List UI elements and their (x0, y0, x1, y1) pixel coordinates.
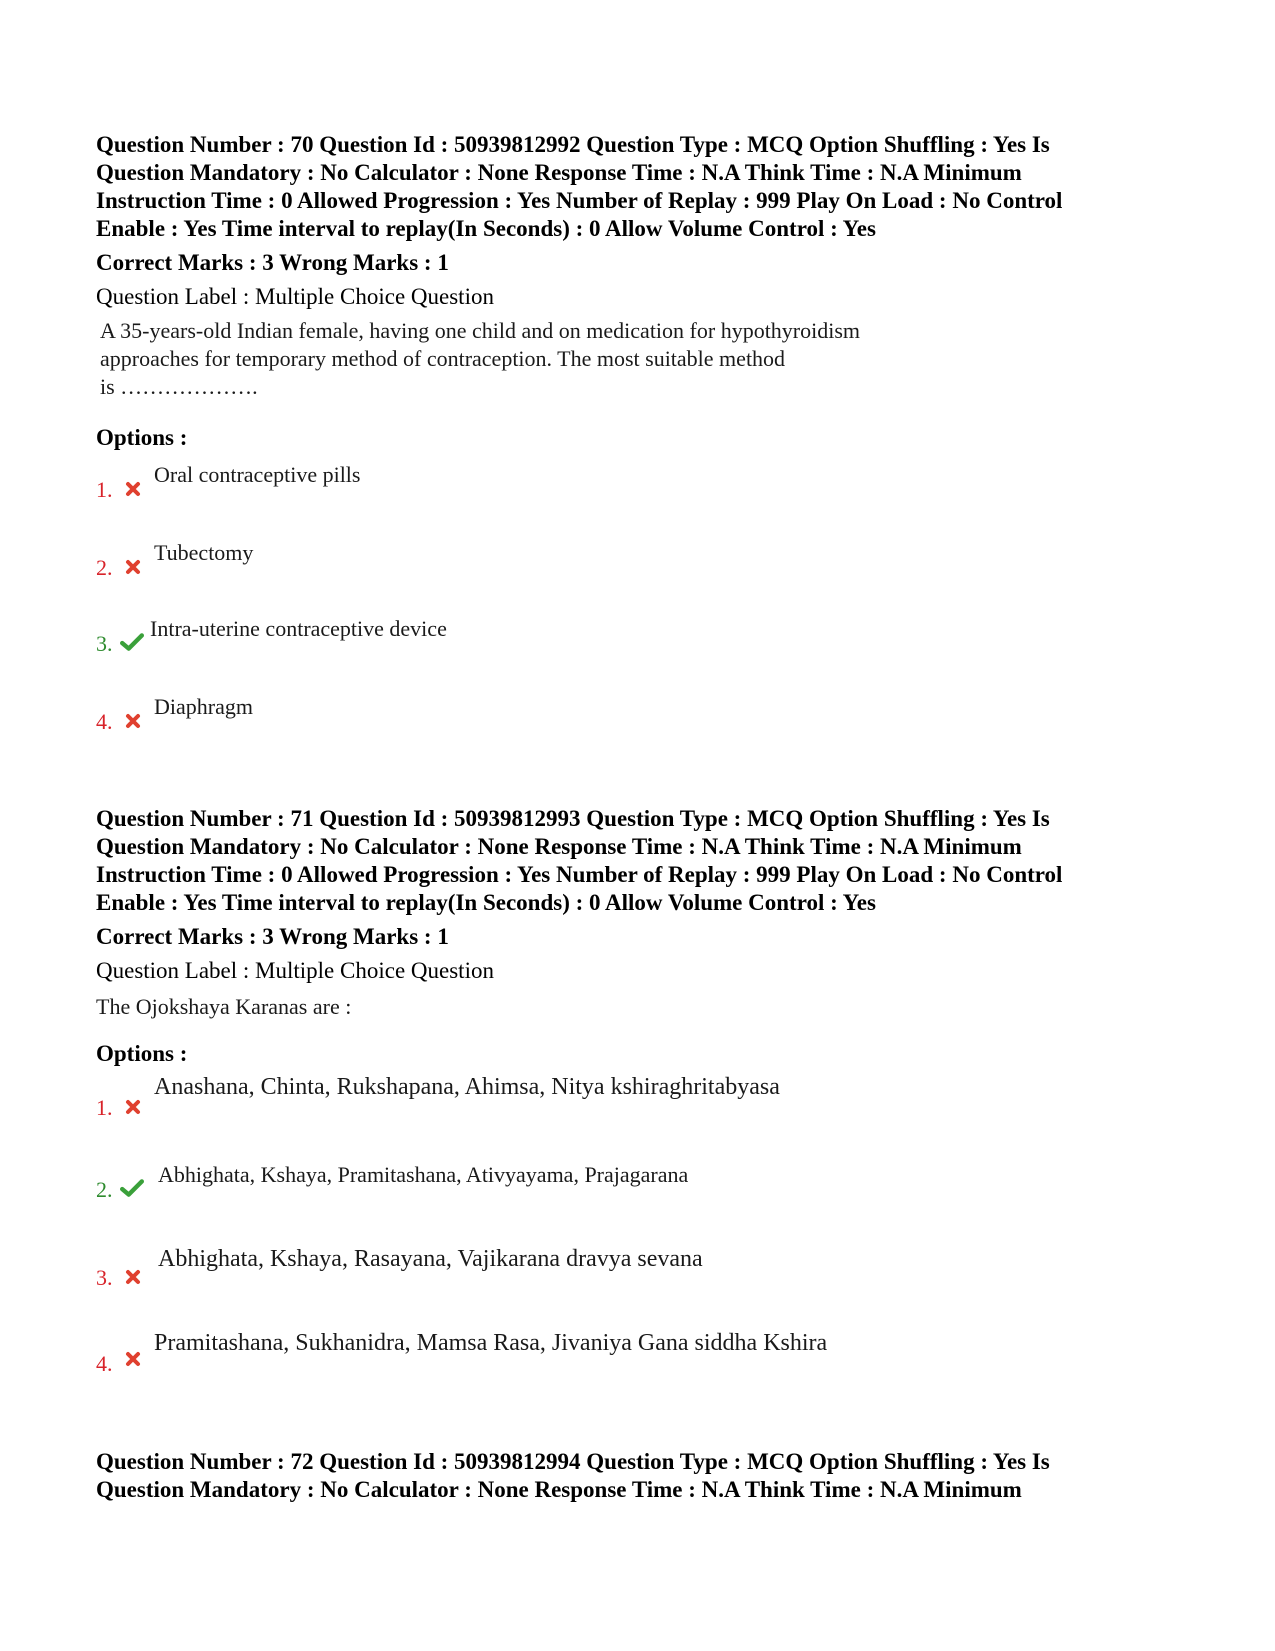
question-meta (96, 1448, 1176, 1504)
question-marks: Correct Marks : 3 Wrong Marks : 1 (96, 250, 449, 275)
option-text: Pramitashana, Sukhanidra, Mamsa Rasa, Jivaniya Gana siddha Kshira (154, 1330, 828, 1356)
option-text: Diaphragm (154, 694, 253, 719)
option-text: Anashana, Chinta, Rukshapana, Ahimsa, Nitya kshiraghritabyasa (154, 1074, 780, 1100)
meta-line: Question Number : 70 Question Id : 50939812992 Question Type : MCQ Option Shuffling : Yes Is (96, 132, 1050, 157)
check-icon (120, 1178, 144, 1198)
option-text: Tubectomy (154, 540, 254, 565)
meta-line: Enable : Yes Time interval to replay(In Seconds) : 0 Allow Volume Control : Yes (96, 216, 876, 241)
options-list (96, 0, 1096, 1651)
question-text: The Ojokshaya Karanas are : (96, 994, 352, 1019)
option-item (96, 1246, 1096, 1290)
cross-icon (124, 1350, 142, 1368)
question-label: Question Label : Multiple Choice Question (96, 284, 494, 309)
option-item (96, 1330, 1096, 1376)
option-item (96, 1074, 1096, 1120)
question-text-line: is ………………. (100, 374, 258, 399)
option-number: 3. (96, 631, 113, 656)
option-text: Oral contraceptive pills (154, 462, 361, 487)
option-number: 3. (96, 1265, 113, 1290)
cross-icon (124, 1098, 142, 1116)
meta-line: Enable : Yes Time interval to replay(In Seconds) : 0 Allow Volume Control : Yes (96, 890, 876, 915)
question-text-line: approaches for temporary method of contraception. The most suitable method (100, 346, 786, 371)
option-number: 1. (96, 1095, 113, 1120)
option-text: Abhighata, Kshaya, Pramitashana, Ativyayama, Prajagarana (158, 1162, 689, 1187)
meta-line: Instruction Time : 0 Allowed Progression : Yes Number of Replay : 999 Play On Load : No Control (96, 862, 1063, 887)
option-text: Intra-uterine contraceptive device (150, 616, 447, 641)
question-text-line: A 35-years-old Indian female, having one child and on medication for hypothyroidism (100, 318, 861, 343)
options-heading: Options : (96, 425, 188, 450)
cross-icon (124, 1268, 142, 1286)
question-marks: Correct Marks : 3 Wrong Marks : 1 (96, 924, 449, 949)
option-number: 4. (96, 1351, 113, 1376)
meta-line: Question Mandatory : No Calculator : None Response Time : N.A Think Time : N.A Minimum (96, 834, 1022, 859)
option-number: 4. (96, 709, 113, 734)
option-number: 1. (96, 477, 113, 502)
meta-line: Question Mandatory : No Calculator : None Response Time : N.A Think Time : N.A Minimum (96, 1477, 1022, 1502)
meta-line: Question Number : 72 Question Id : 50939812994 Question Type : MCQ Option Shuffling : Yes Is (96, 1449, 1050, 1474)
option-number: 2. (96, 555, 113, 580)
meta-line: Question Number : 71 Question Id : 50939812993 Question Type : MCQ Option Shuffling : Yes Is (96, 806, 1050, 831)
option-text: Abhighata, Kshaya, Rasayana, Vajikarana dravya sevana (158, 1246, 703, 1272)
question-72 (96, 1448, 1176, 1504)
option-number: 2. (96, 1177, 113, 1202)
meta-line: Question Mandatory : No Calculator : None Response Time : N.A Think Time : N.A Minimum (96, 160, 1022, 185)
option-item (96, 1162, 1096, 1202)
options-heading: Options : (96, 1041, 188, 1066)
meta-line: Instruction Time : 0 Allowed Progression : Yes Number of Replay : 999 Play On Load : No Control (96, 188, 1063, 213)
question-label: Question Label : Multiple Choice Question (96, 958, 494, 983)
